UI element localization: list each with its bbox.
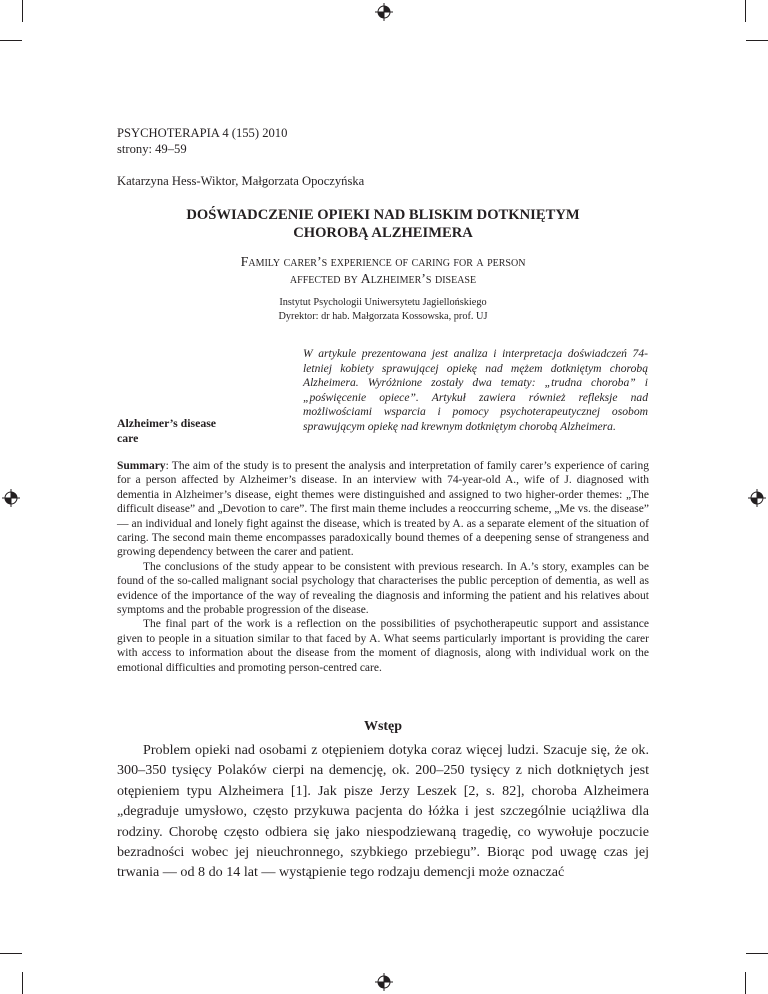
section-heading: Wstęp <box>363 719 403 734</box>
registration-mark-icon <box>748 489 766 507</box>
page-range: strony: 49–59 <box>117 142 187 156</box>
crop-mark <box>746 953 768 954</box>
title-line: DOŚWIADCZENIE OPIEKI NAD BLISKIM DOTKNIĘTYM <box>186 207 580 223</box>
registration-mark-icon <box>2 489 20 507</box>
crop-mark <box>0 40 22 41</box>
summary-text: : The aim of the study is to present the analysis and interpretation of family carer’s experience of caring for a person affected by Alzheimer’s disease. In an interview with 74-year-old A., wife of J. diagnosed with dementia in Alzheimer’s disease, eight themes were distinguished and assigned to two higher-order themes: „The difficult disease” and „Devotion to care”. The first main theme includes a reoccurring scheme, „Me vs. the disease” — an individual and lonely fight against the disease, which is treated by A. as a separate element of the situation of caring. The second main theme encompasses paradoxically bound themes of a deepening sense of strangeness and growing dependency between the carer and patient. <box>117 460 649 559</box>
director-name: Dyrektor: dr hab. Małgorzata Kossowska, prof. UJ <box>278 311 488 322</box>
registration-mark-icon <box>375 973 393 991</box>
keyword: care <box>117 431 139 445</box>
crop-mark <box>0 953 22 954</box>
keyword: Alzheimer’s disease <box>117 416 217 430</box>
summary-paragraph: The final part of the work is a reflection on the possibilities of psychotherapeutic support and assistance given to people in a situation similar to that faced by A. What seems particularly important is providing the carer with access to information about the disease from the moment of diagnosis, along with individual work on the emotional difficulties and promoting person-centred care. <box>117 618 649 674</box>
crop-mark <box>22 0 23 22</box>
crop-mark <box>745 0 746 22</box>
summary-paragraph <box>117 459 649 560</box>
abstract-polish: W artykule prezentowana jest analiza i interpretacja doświadczeń 74-letniej kobiety sprawującej opiekę nad mężem dotkniętym chorobą Alzheimera. Wyróżnione zostały dwa tematy: „trudna choroba” i „poświęcenie opiece”. Artykuł zawiera również refleksje nad możliwościami wsparcia i pomocy psychoterapeutycznej osobom sprawującym opiekę nad krewnym dotkniętym chorobą Alzheimera. <box>303 347 648 433</box>
author-list: Katarzyna Hess-Wiktor, Małgorzata Opoczyńska <box>117 174 365 188</box>
article-title-english <box>117 254 649 288</box>
institute-name: Instytut Psychologii Uniwersytetu Jagiellońskiego <box>279 297 487 308</box>
affiliation <box>117 296 649 324</box>
article-title-polish <box>117 206 649 242</box>
journal-issue: PSYCHOTERAPIA 4 (155) 2010 <box>117 126 288 140</box>
crop-mark <box>746 40 768 41</box>
title-line: Family carer’s experience of caring for a person <box>240 255 526 270</box>
summary-english <box>117 459 649 675</box>
body-text <box>117 740 649 883</box>
title-line: CHOROBĄ ALZHEIMERA <box>293 225 473 241</box>
crop-mark <box>22 972 23 994</box>
registration-mark-icon <box>375 3 393 21</box>
journal-header <box>117 125 287 157</box>
keywords <box>117 416 216 446</box>
title-line: affected by Alzheimer’s disease <box>289 272 477 287</box>
summary-paragraph: The conclusions of the study appear to be consistent with previous research. In A.’s story, examples can be found of the so-called malignant social psychology that characterises the public perception of dementia, as well as evidence of the importance of the way of revealing the diagnosis and informing the patient and his relatives about symptoms and the probable progression of the disease. <box>117 560 649 617</box>
body-paragraph: Problem opieki nad osobami z otępieniem dotyka coraz więcej ludzi. Szacuje się, że ok. 300–350 tysięcy Polaków cierpi na demencję, ok. 200–250 tysięcy z nich dotkniętych jest otępieniem typu Alzheimera [1]. Jak pisze Jerzy Leszek [2, s. 82], choroba Alzheimera „degraduje umysłowo, często przykuwa pacjenta do łóżka i jest szczególnie uciążliwa dla rodziny. Chorobę często odbiera się jako niespodziewaną tragedię, co wywołuje poczucie bezradności wobec jej nieuchronnego, szybkiego przebiegu”. Biorąc pod uwagę czas jej trwania — od 8 do 14 lat — wystąpienie tego rodzaju demencji może oznaczać <box>117 742 649 881</box>
crop-mark <box>745 972 746 994</box>
summary-label: Summary <box>117 460 166 472</box>
